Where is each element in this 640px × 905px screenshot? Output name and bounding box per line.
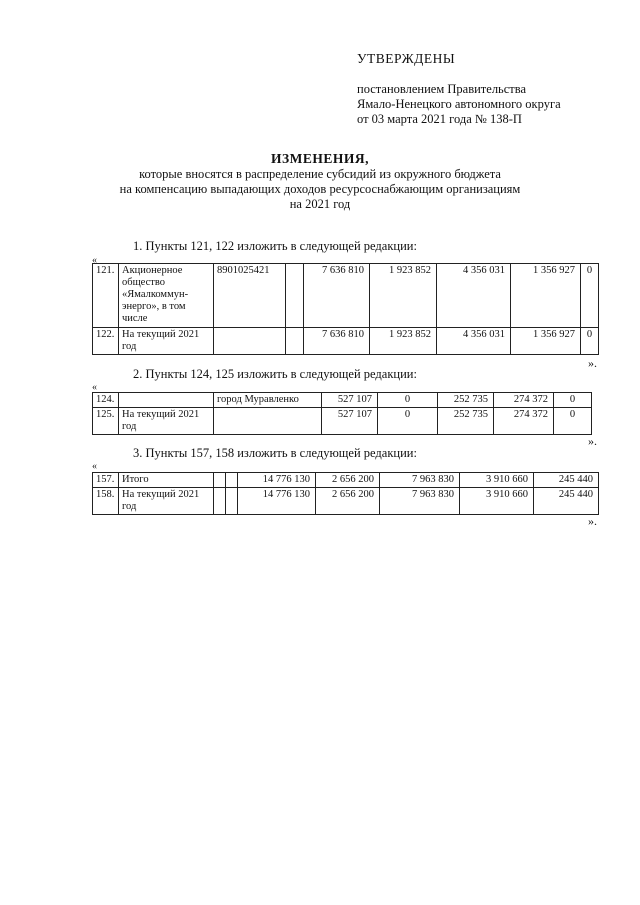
row-value-5: 245 440 [534, 488, 599, 515]
row-value-5: 0 [581, 264, 599, 328]
section-3-table [92, 472, 599, 515]
row-name: На текущий 2021 год [119, 328, 214, 355]
row-value-2: 1 923 852 [370, 328, 437, 355]
row-value-1: 527 107 [322, 408, 378, 435]
row-value-5: 0 [554, 393, 592, 408]
section-2-table [92, 392, 592, 435]
table-row [93, 488, 599, 515]
row-value-2: 0 [378, 408, 438, 435]
row-name: На текущий 2021 год [119, 408, 214, 435]
row-value-1: 7 636 810 [304, 264, 370, 328]
decree-line: Ямало-Ненецкого автономного округа [357, 97, 561, 111]
row-number: 124. [93, 393, 119, 408]
row-name: На текущий 2021 год [119, 488, 214, 515]
row-empty-cell [226, 473, 238, 488]
row-inn: 8901025421 [214, 264, 286, 328]
row-value-2: 0 [378, 393, 438, 408]
row-inn [214, 328, 286, 355]
row-number: 121. [93, 264, 119, 328]
row-value-3: 7 963 830 [380, 473, 460, 488]
document-subheading [0, 167, 640, 212]
row-empty-cell [226, 488, 238, 515]
row-number: 125. [93, 408, 119, 435]
table-row [93, 473, 599, 488]
row-value-3: 252 735 [438, 408, 494, 435]
row-empty-cell [214, 488, 226, 515]
row-value-5: 0 [554, 408, 592, 435]
section-1-table [92, 263, 599, 355]
table-row [93, 408, 592, 435]
decree-line: постановлением Правительства [357, 82, 527, 96]
row-value-1: 14 776 130 [238, 473, 316, 488]
decree-reference [357, 82, 561, 127]
section-2-open-quote: « [92, 382, 97, 393]
row-number: 157. [93, 473, 119, 488]
document-heading: ИЗМЕНЕНИЯ, [270, 151, 369, 166]
row-value-1: 527 107 [322, 393, 378, 408]
row-place [214, 408, 322, 435]
row-value-1: 14 776 130 [238, 488, 316, 515]
section-3-close-quote: ». [588, 514, 597, 528]
row-value-4: 3 910 660 [460, 473, 534, 488]
row-value-4: 274 372 [494, 393, 554, 408]
subheading-line: на 2021 год [289, 197, 351, 211]
row-value-3: 4 356 031 [437, 264, 511, 328]
row-empty-cell [286, 328, 304, 355]
row-value-2: 1 923 852 [370, 264, 437, 328]
approved-label: УТВЕРЖДЕНЫ [357, 51, 456, 66]
subheading-line: на компенсацию выпадающих доходов ресурсоснабжающим организациям [119, 182, 521, 196]
row-value-2: 2 656 200 [316, 488, 380, 515]
section-1-close-quote: ». [588, 356, 597, 370]
row-value-3: 7 963 830 [380, 488, 460, 515]
row-value-5: 0 [581, 328, 599, 355]
section-2-title: 2. Пункты 124, 125 изложить в следующей редакции: [133, 367, 417, 381]
row-value-1: 7 636 810 [304, 328, 370, 355]
row-number: 158. [93, 488, 119, 515]
row-value-4: 1 356 927 [511, 328, 581, 355]
row-value-2: 2 656 200 [316, 473, 380, 488]
table-row [93, 264, 599, 328]
row-place: город Муравленко [214, 393, 322, 408]
section-2-close-quote: ». [588, 434, 597, 448]
row-value-3: 252 735 [438, 393, 494, 408]
row-name: Итого [119, 473, 214, 488]
section-1-open-quote: « [92, 255, 97, 266]
row-number: 122. [93, 328, 119, 355]
row-name: Акционерное общество «Ямалкоммун-энерго», в том числе [119, 264, 214, 328]
table-row [93, 393, 592, 408]
row-name [119, 393, 214, 408]
row-value-4: 274 372 [494, 408, 554, 435]
row-value-5: 245 440 [534, 473, 599, 488]
decree-line: от 03 марта 2021 года № 138-П [357, 112, 522, 126]
row-value-4: 1 356 927 [511, 264, 581, 328]
row-empty-cell [286, 264, 304, 328]
table-row [93, 328, 599, 355]
row-empty-cell [214, 473, 226, 488]
section-3-open-quote: « [92, 461, 97, 472]
row-value-3: 4 356 031 [437, 328, 511, 355]
subheading-line: которые вносятся в распределение субсидий из окружного бюджета [139, 167, 501, 181]
section-3-title: 3. Пункты 157, 158 изложить в следующей редакции: [133, 446, 417, 460]
row-value-4: 3 910 660 [460, 488, 534, 515]
section-1-title: 1. Пункты 121, 122 изложить в следующей редакции: [133, 239, 417, 253]
